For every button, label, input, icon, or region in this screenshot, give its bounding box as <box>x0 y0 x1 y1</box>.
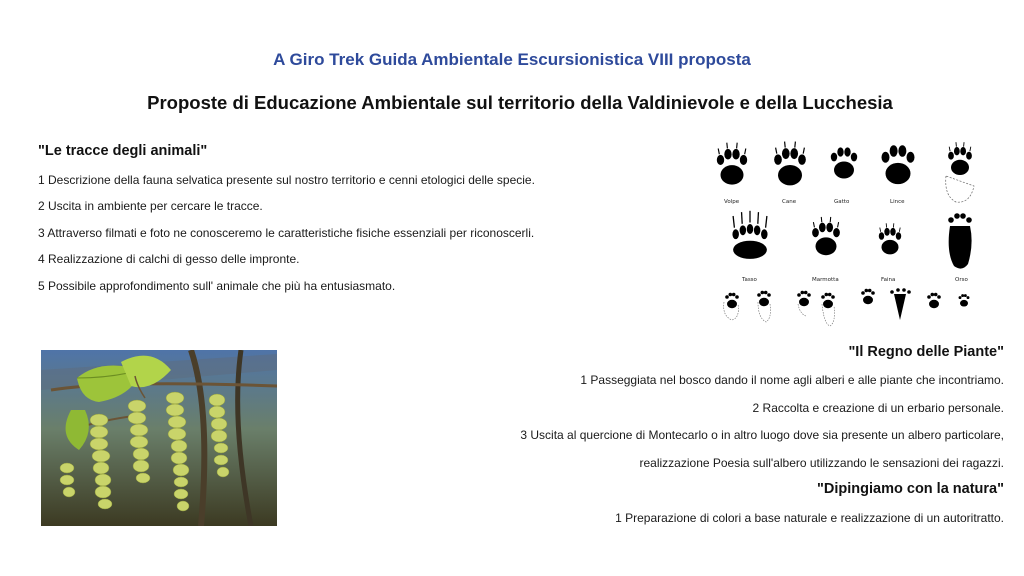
list-item: 2 Raccolta e creazione di un erbario personale. <box>752 400 1004 415</box>
footprint-faina <box>879 223 901 254</box>
svg-text:Tasso: Tasso <box>742 277 757 283</box>
list-item: 2 Uscita in ambiente per cercare le tracce. <box>38 199 263 214</box>
footprint-volpe <box>717 143 747 185</box>
section-heading-plants: "Il Regno delle Piante" <box>848 344 1004 360</box>
svg-text:Gatto: Gatto <box>834 199 850 205</box>
footprint-gatto <box>831 147 857 178</box>
list-item: 1 Passeggiata nel bosco dando il nome agli alberi e alle piante che incontriamo. <box>580 373 1004 387</box>
list-item: 1 Descrizione della fauna selvatica presente sul nostro territorio e cenni etologici delle specie. <box>38 173 535 187</box>
section-heading-tracks: "Le tracce degli animali" <box>38 143 208 159</box>
list-item: 5 Possibile approfondimento sull' animale che più ha entusiasmato. <box>38 278 396 293</box>
list-item: 4 Realizzazione di calchi di gesso delle impronte. <box>38 252 300 267</box>
section-animal-tracks <box>38 143 598 305</box>
footprint-cane <box>774 142 806 186</box>
svg-text:Lince: Lince <box>890 199 905 205</box>
footprint-orso <box>948 213 972 268</box>
footprint-lince <box>882 145 915 184</box>
list-item: realizzazione Poesia sull'albero utilizzando le sensazioni dei ragazzi. <box>639 455 1004 470</box>
footprint-extra <box>948 142 972 175</box>
svg-text:Orso: Orso <box>955 277 968 283</box>
list-item: 3 Uscita al quercione di Montecarlo o in altro luogo dove sia presente un albero particolare, <box>520 428 1004 443</box>
list-item: 1 Preparazione di colori a base naturale e realizzazione di un autoritratto. <box>615 511 1004 526</box>
section-heading-painting: "Dipingiamo con la natura" <box>817 481 1004 498</box>
svg-text:Marmotta: Marmotta <box>812 277 839 283</box>
svg-text:Faina: Faina <box>881 277 896 283</box>
page-subtitle: Proposte di Educazione Ambientale sul territorio della Valdinievole e della Lucchesia <box>147 92 893 113</box>
list-item: 3 Attraverso filmati e foto ne conosceremo le caratteristiche fisiche essenziali per riconoscerli. <box>38 225 535 240</box>
svg-text:Cane: Cane <box>782 199 797 205</box>
footprint-tasso <box>732 211 767 259</box>
svg-text:Volpe: Volpe <box>724 199 740 205</box>
page-title: A Giro Trek Guida Ambientale Escursionistica VIII proposta <box>273 50 751 69</box>
hornbeam-catkins-photo <box>41 350 277 526</box>
animal-footprints-icon <box>708 134 998 330</box>
footprint-marmotta <box>812 217 840 255</box>
section-plants <box>444 344 1004 539</box>
